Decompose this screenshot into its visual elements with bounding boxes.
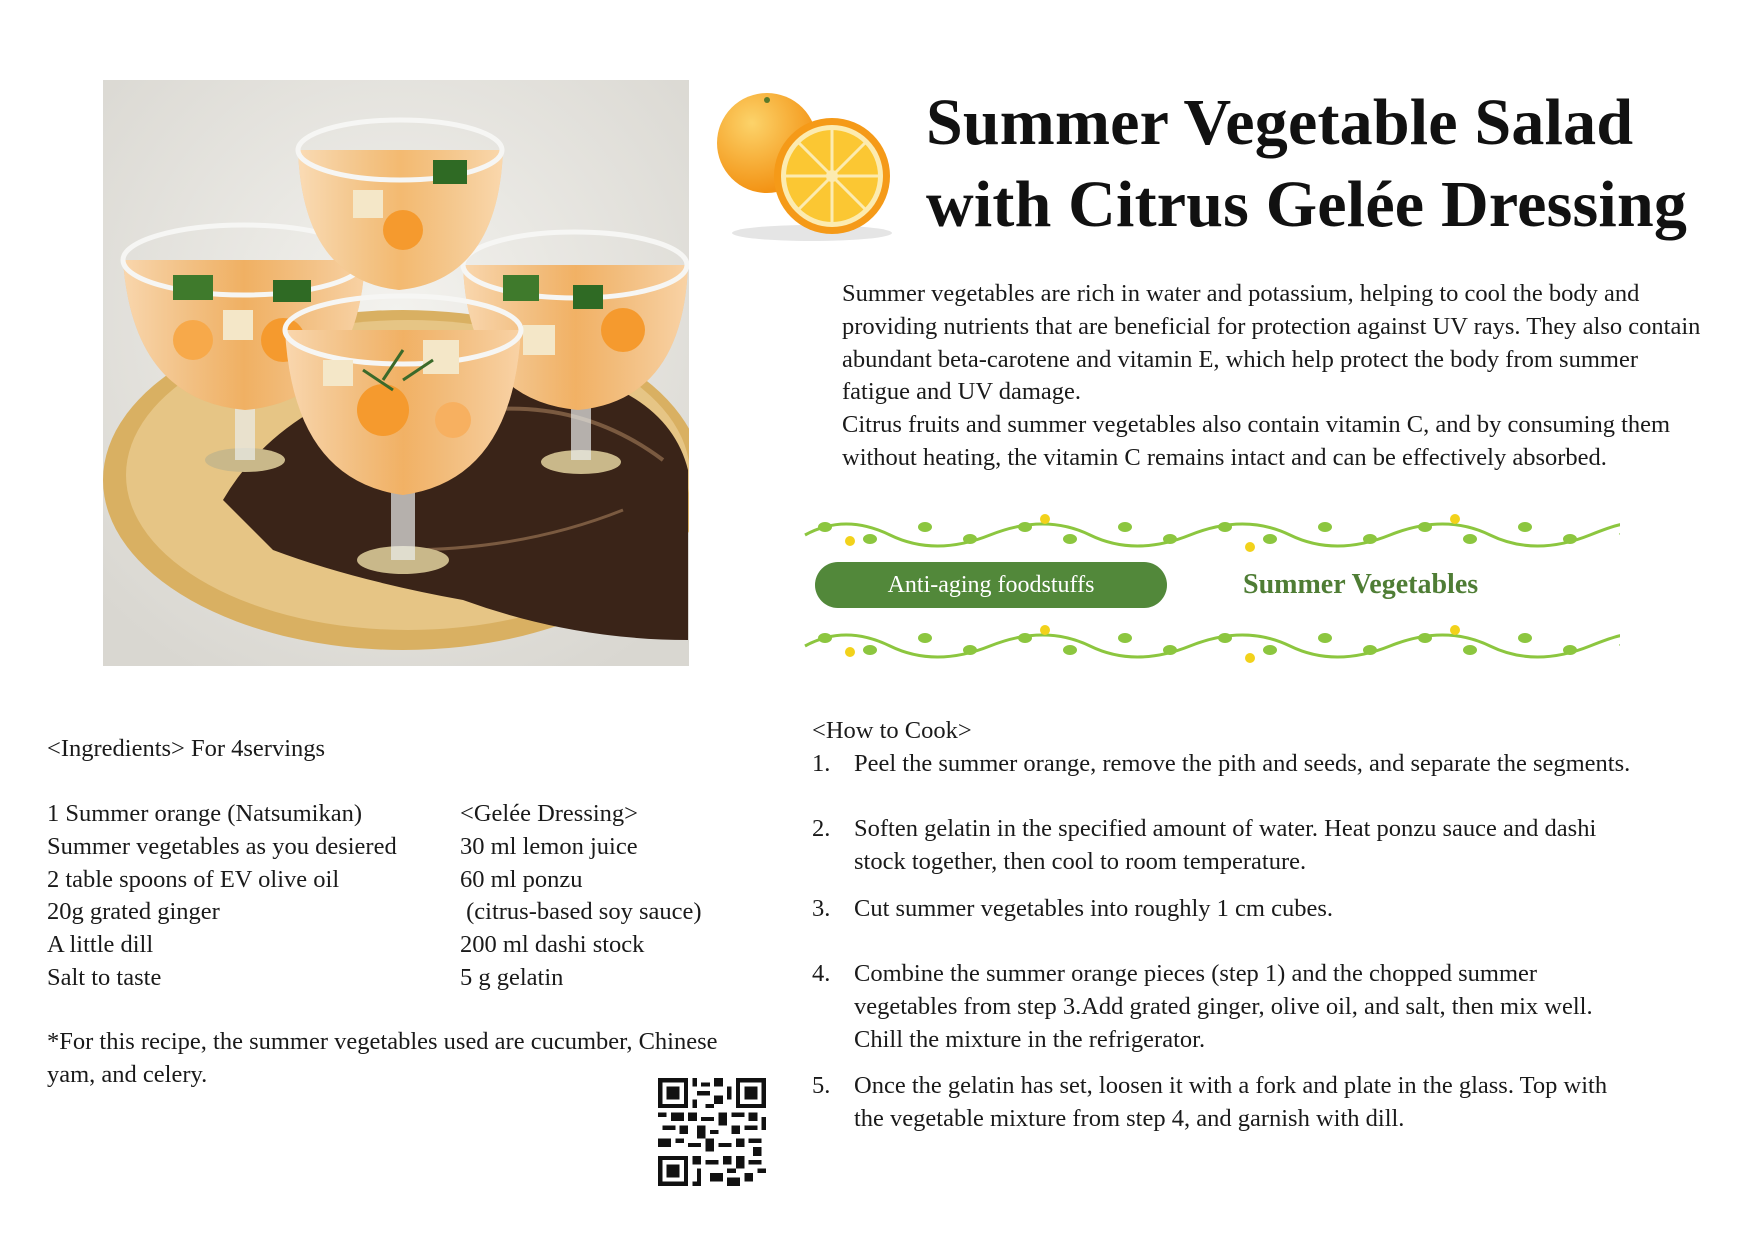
intro-text <box>842 278 1702 475</box>
step-number: 4. <box>812 960 831 987</box>
dressing-heading: <Gelée Dressing> <box>460 800 638 827</box>
salad-photo-illustration <box>103 80 689 666</box>
ingredients-heading: <Ingredients> For 4servings <box>47 735 326 762</box>
step-text: Combine the summer orange pieces (step 1) and the chopped summer vegetables from step 3.Add grated ginger, olive oil, and salt, then mix well. Chill the mixture in the refrigerator. <box>854 960 1593 1053</box>
title-line-2: with Citrus Gelée Dressing <box>926 168 1688 241</box>
category-title: Summer Vegetables <box>1243 569 1479 600</box>
step-text: Peel the summer orange, remove the pith and seeds, and separate the segments. <box>854 750 1631 777</box>
ingredients-note: *For this recipe, the summer vegetables used are cucumber, Chinese yam, and celery. <box>47 1028 718 1088</box>
ingredient-item: A little dill <box>47 931 154 959</box>
cook-heading: <How to Cook> <box>812 717 972 744</box>
cook-step <box>812 1070 1642 1136</box>
ingredient-item: 2 table spoons of EV olive oil <box>47 865 340 893</box>
ingredients-list <box>47 798 397 995</box>
intro-paragraph-1: Summer vegetables are rich in water and potassium, helping to cool the body and providing nutrients that are beneficial for protection against UV rays. They also contain abundant beta-carotene and vitamin E, which help protect the body from summer fatigue and UV damage. <box>842 280 1701 406</box>
vine-divider-top <box>795 513 1620 553</box>
step-number: 2. <box>812 815 831 842</box>
cook-step <box>812 748 1642 781</box>
step-text: Once the gelatin has set, loosen it with a fork and plate in the glass. Top with the vegetable mixture from step 4, and garnish with dill. <box>854 1072 1608 1132</box>
step-text: Cut summer vegetables into roughly 1 cm cubes. <box>854 895 1334 922</box>
salad-photo <box>103 80 689 666</box>
dressing-item: 60 ml ponzu <box>460 865 583 893</box>
qr-code[interactable] <box>658 1078 766 1186</box>
step-number: 3. <box>812 895 831 922</box>
ingredient-item: 1 Summer orange (Natsumikan) <box>47 800 363 827</box>
dressing-item: (citrus-based soy sauce) <box>460 898 702 926</box>
ingredient-item: 20g grated ginger <box>47 898 220 926</box>
step-number: 1. <box>812 750 831 777</box>
step-text: Soften gelatin in the specified amount of water. Heat ponzu sauce and dashi stock together, then cool to room temperature. <box>854 815 1597 875</box>
cook-step <box>812 813 1642 879</box>
dressing-list <box>460 798 702 995</box>
dressing-item: 200 ml dashi stock <box>460 931 645 959</box>
step-number: 5. <box>812 1072 831 1099</box>
ingredient-item: Summer vegetables as you desiered <box>47 832 397 860</box>
dressing-item: 30 ml lemon juice <box>460 832 638 860</box>
title-line-1: Summer Vegetable Salad <box>926 86 1634 159</box>
orange-illustration <box>712 88 902 243</box>
cook-step <box>812 893 1642 926</box>
category-badge: Anti-aging foodstuffs <box>815 562 1167 608</box>
cook-step <box>812 958 1642 1056</box>
intro-paragraph-2: Citrus fruits and summer vegetables also contain vitamin C, and by consuming them without heating, the vitamin C remains intact and can be effectively absorbed. <box>842 411 1671 471</box>
page-title <box>926 82 1736 246</box>
vine-divider-bottom <box>795 624 1620 664</box>
ingredient-item: Salt to taste <box>47 963 162 991</box>
dressing-item: 5 g gelatin <box>460 963 564 991</box>
